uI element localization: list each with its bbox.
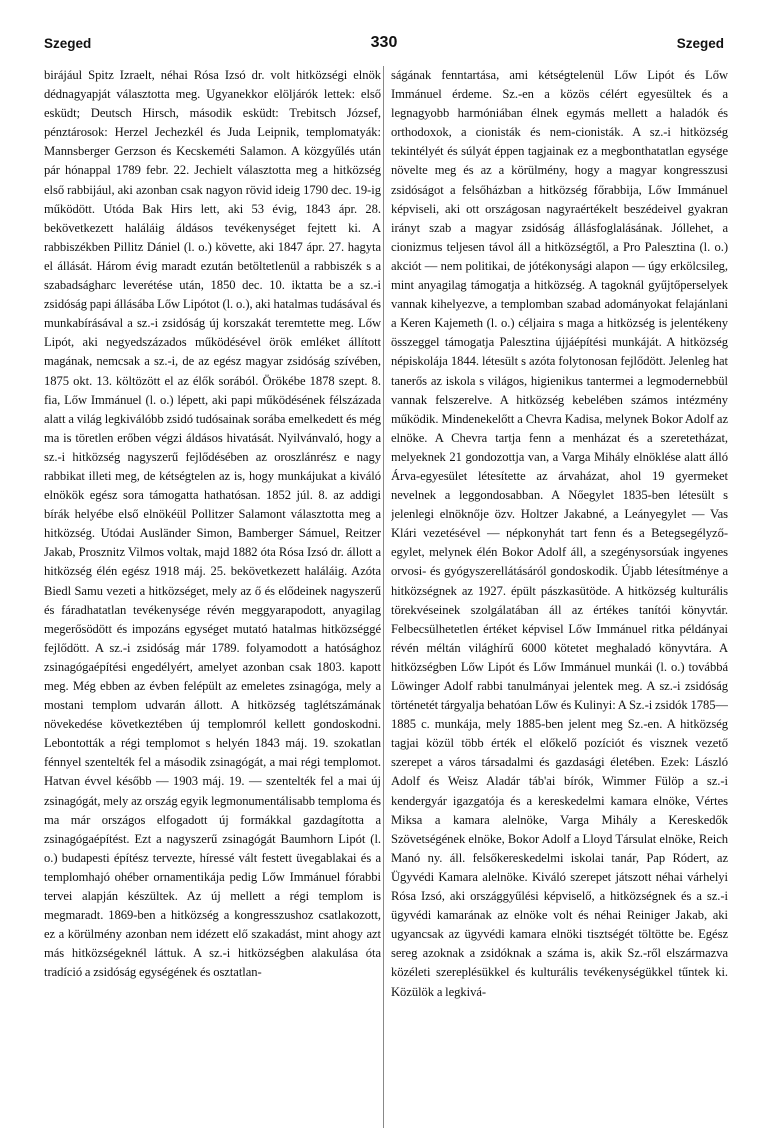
left-column: [44, 66, 381, 1130]
header-left-keyword: Szeged: [44, 36, 92, 51]
right-column-text: ságának fenntartása, ami kétségtelenül Lőw Lipót és Lőw Immánuel érdeme. Sz.-en a közös célért egyesültek és a legnagyobb harmóniában élnek egymás mellett a haladók és orthodoxok, a cionisták és nem-cionisták. A sz.-i hitközség tekintélyét és súlyát éppen tagjainak ez a megbonthatatlan egysége növelte meg és az a körülmény, hogy a magyar kongresszusi zsidóságot a felsőházban a hitközség főrabbija, Lőw Immánuel képviseli, aki ott országosan nagyraértékelt beszédeivel gyakran irányt szab a magyar zsidóság állásfoglalásának. Jóllehet, a cionizmus teljesen távol áll a hitközségtől, a Pro Palesztina (l. o.) akciót — nem politikai, de jótékonysági alapon — úgy erkölcsileg, mint anyagilag támogatja a hitközség. A tagoknál gyűjtőperselyek vannak kihelyezve, a templomban szabad adományokat felajánlani a Keren Kajemeth (l. o.) céljaira s maga a hitközség is jelentékeny összeggel támogatja Palesztina újjáépítési munkáját. A hitközség népiskolája 1844. létesült s azóta folytonosan fejlődött. Jelenleg hat tanerős az iskola s világos, higienikus tantermei a legmodernebbül vannak felszerelve. A hitközség kebelében számos intézmény működik. Mindenekelőtt a Chevra Kadisa, melynek Bokor Adolf az elnöke. A Chevra tartja fenn a menházat és a szeretetházat, melyeknek 21 gondozottja van, a Varga Mihály elnöklése alatt álló Árva-egyesület létesítette az árvaházat, ahol 19 gyermeket nevelnek a leggondosabban. A Nőegylet 1835-ben létesült s jelenlegi elnöknője özv. Holtzer Jakabné, a Leányegylet — Vas Klári vezetésével — népkonyhát tart fenn és a Betegsegélyző-egylet, melynek élén Bokor Adolf áll, a szegénysorsúak ingyenes orvosi- és gyógyszerellátásáról gondoskodik. Újabb létesítménye a hitközségnek az 1927. épült pászkasütöde. A hitközség kulturális törekvéseinek szolgálatában áll az értékes tanítói könyvtár. Felbecsülhetetlen értéket képvisel Lőw Immánuel ritka példányai révén méltán világhírű 6000 kötetet meghaladó könyvtára. A hitközségben Lőw Lipót és Lőw Immánuel munkái (l. o.) továbbá Löwinger Adolf rabbi tanulmányai jelentek meg. A sz.-i zsidóság történetét tárgyalja behatóan Lőw és Kulinyi: A Sz.-i zsidók 1785—1885 c. munkája, mely 1885-ben jelent meg Sz.-en. A hitközség tagjai közül több érték el előkelő pozíciót és visznek vezető szerepet a város társadalmi és gazdasági életében. Ezek: László Adolf és Weisz Aladár táb'ai bírók, Wimmer Fülöp a sz.-i kendergyár igazgatója és a kereskedelmi kamara elnöke, Vértes Miksa a kamara alelnöke, Varga Mihály a Kereskedők Szövetségének elnöke, Bokor Adolf a Lloyd Társulat elnöke, Reich Manó ny. áll. felsőkereskedelmi iskolai tanár, Pap Ródert, az Ügyvédi Kamara alelnöke. Kiváló szerepet játszott néhai várhelyi Rósa Izsó, aki országgyűlési képviselő, a hitközségnek és a sz.-i ügyvédi kamarának az elnöke volt és néhai Reiniger Jakab, aki ugyancsak az ügyvédi kamara elnöki tisztségét töltötte be. Egész sereg azoknak a zsidóknak a száma is, akik Sz.-ről elszármazva közéleti szereplésükkel és kulturális tevékenységükkel tűntek ki. Közülök a legkivá-: [391, 68, 728, 999]
right-column: [391, 66, 728, 1130]
page-number: 330: [370, 34, 398, 51]
running-header: [44, 34, 724, 56]
column-divider: [383, 66, 384, 1128]
text-columns: [44, 66, 728, 1130]
header-right-keyword: Szeged: [676, 36, 724, 51]
left-column-text: birájául Spitz Izraelt, néhai Rósa Izsó dr. volt hitközségi elnök dédnagyapját választotta meg. Ugyanekkor elöljárók lettek: első esküdt; Deutsch Hirsch, második esküdt: Trebitsch József, pénztárosok: Herzel Jechezkél és Juda Leipnik, templomatyák: Mannsberger Gerzson és Kecskeméti Salamon. A közgyűlés után pár hónappal 1789 febr. 22. Jechielt választotta meg a hitközség első rabbijául, aki azonban csak nagyon rövid ideig 1790 dec. 19-ig működött. Utóda Bak Hirs lett, aki 53 évig, 1843 ápr. 28. bekövetkezett haláláig áldásos tevékenységet fejtett ki. A rabbiszékben Pillitz Dániel (l. o.) követte, aki 1847 ápr. 27. hagyta el állását. Három évig maradt ezután betöltetlenül a rabbiszék s a szabadságharc leverétése után, 1850 dec. 10. iktatta be a sz.-i zsidóság papi állásába Lőw Lipótot (l. o.), aki hatalmas tudásával és munkabírásával a sz.-i zsidóság új korszakát teremtette meg. Lőw Lipót, aki negyedszázados működésével örök emléket állított magának, nemcsak a sz.-i, de az egész magyar zsidóság szívében, 1875 okt. 13. költözött el az élők sorából. Örökébe 1878 szept. 8. fia, Lőw Immánuel (l. o.) lépett, aki papi működésének félszázada alatt a világ legkiválóbb zsidó tudósainak sorába emelkedett és még ma is töretlen erőben végzi áldásos hivatását. Nyilvánvaló, hogy a sz.-i hitközség nagyszerű fejlődésében az oroszlánrész e nagy rabbikat illeti meg, de kétségtelen az is, hogy munkájukat a kiváló elnökök egész sora támogatta hathatósan. 1852 júl. 8. az addigi bírák helyébe első elnökéül Pollitzer Salamont választotta meg a hitközség. Utódai Ausländer Simon, Bamberger Sámuel, Reitzer Jakab, Prosznitz Vilmos voltak, majd 1882 óta Rósa Izsó dr. állott a hitközség élén egész 1918 máj. 25. bekövetkezett haláláig. Azóta Biedl Samu vezeti a hitközséget, mely az ő és elődeinek nagyszerű és fáradhatatlan tevékenysége révén meggyarapodott, anyagilag megerősödött és impozáns egységet mutató hatalmas hitközséggé fejlődött. A sz.-i zsidóság már 1789. folyamodott a hatósághoz zsinagógaépítési engedélyért, amelyet azonban csak 1803. kapott meg. Még ebben az évben felépült az emeletes zsinagóga, mely a mostani templom udvarán állott. A hitközség taglétszámának növekedése következtében új templomról kellett gondoskodni. Lebontották a régi templomot s helyén 1843 máj. 19. szokatlan fénnyel szentelték fel a második zsinagógát, a mai régi templomot. Hatvan évvel később — 1903 máj. 19. — szentelték fel a mai új zsinagógát, mely az ország egyik legmonumentálisabb temploma és ma már országos elfogadott új formákkal gazdagította a zsinagógaépítést. Ezt a nagyszerű zsinagógát Baumhorn Lipót (l. o.) budapesti építész tervezte, híressé vált festett üvegablakai és a templomhajó ohéber ornamentikája pedig Lőw Immánuel fórabbi tervei alapján készültek. Az új mellett a régi templom is megmaradt. 1869-ben a hitközség a kongresszushoz csatlakozott, ez a körülmény azonban nem idézett elő szakadást, mint ahogy azt más hitközségeknél láttuk. A sz.-i hitközségben alakulása óta tradíció a zsidóság egységének és osztatlan-: [44, 68, 381, 980]
